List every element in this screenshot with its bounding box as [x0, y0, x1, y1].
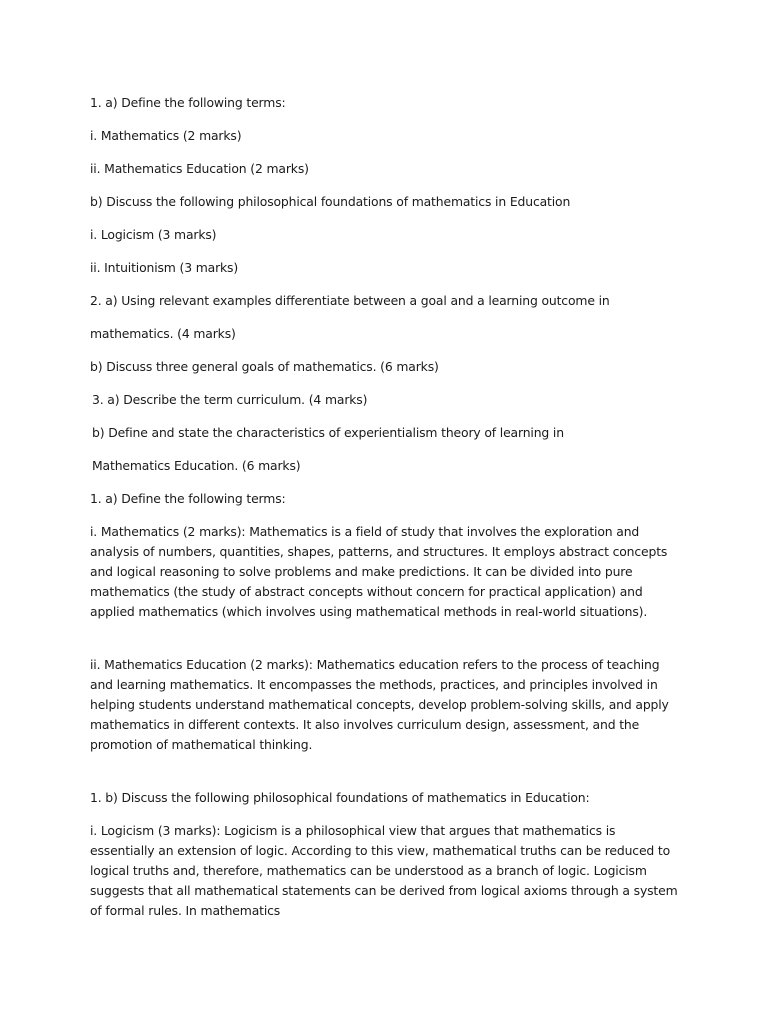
question-3b-line2: Mathematics Education. (6 marks)	[92, 458, 301, 473]
answer-heading-1a: 1. a) Define the following terms:	[90, 491, 286, 506]
answer-logicism: i. Logicism (3 marks): Logicism is a philosophical view that argues that mathematics is essentially an extension of logic. According to this view, mathematical truths can be reduced to logical truths and, therefore, mathematics can be understood as a branch of logic. Logicism suggests that all mathematical statements can be derived from logical axioms through a system of formal rules. In mathematics	[90, 823, 678, 918]
answer-mathematics-education: ii. Mathematics Education (2 marks): Mathematics education refers to the process of teaching and learning mathematics. It encompasses the methods, practices, and principles involved in helping students understand mathematical concepts, develop problem-solving skills, and apply mathematics in different contexts. It also involves curriculum design, assessment, and the promotion of mathematical thinking.	[90, 657, 669, 752]
question-1b-ii: ii. Intuitionism (3 marks)	[90, 260, 239, 275]
question-2a-line1: 2. a) Using relevant examples differentiate between a goal and a learning outcome in	[90, 293, 610, 308]
question-3a: 3. a) Describe the term curriculum. (4 marks)	[92, 392, 368, 407]
question-2b: b) Discuss three general goals of mathematics. (6 marks)	[90, 359, 439, 374]
question-1b: b) Discuss the following philosophical foundations of mathematics in Education	[90, 194, 571, 209]
answer-heading-1b: 1. b) Discuss the following philosophical foundations of mathematics in Education:	[90, 790, 590, 805]
question-3b-line1: b) Define and state the characteristics of experientialism theory of learning in	[92, 425, 564, 440]
question-1a-ii: ii. Mathematics Education (2 marks)	[90, 161, 309, 176]
question-1a: 1. a) Define the following terms:	[90, 95, 286, 110]
question-1a-i: i. Mathematics (2 marks)	[90, 128, 242, 143]
question-2a-line2: mathematics. (4 marks)	[90, 326, 236, 341]
question-1b-i: i. Logicism (3 marks)	[90, 227, 217, 242]
answer-mathematics: i. Mathematics (2 marks): Mathematics is a field of study that involves the exploration and analysis of numbers, quantities, shapes, patterns, and structures. It employs abstract concepts and logical reasoning to solve problems and make predictions. It can be divided into pure mathematics (the study of abstract concepts without concern for practical application) and applied mathematics (which involves using mathematical methods in real-world situations).	[90, 524, 668, 619]
